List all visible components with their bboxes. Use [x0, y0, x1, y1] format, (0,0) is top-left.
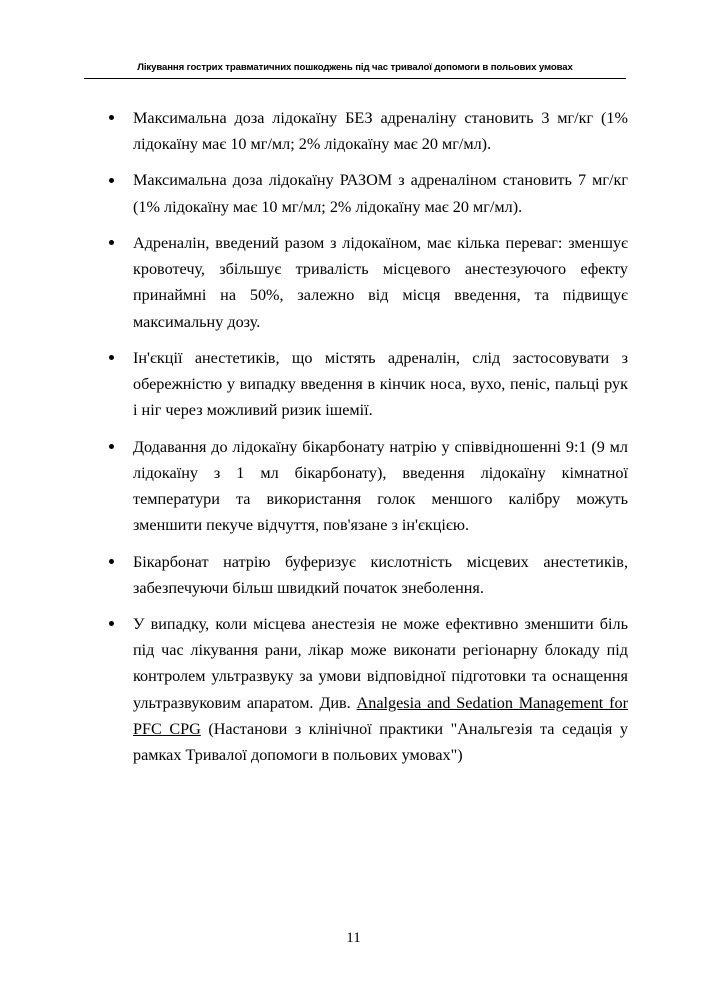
list-item	[96, 345, 628, 424]
list-item-text	[133, 611, 628, 768]
list-item	[96, 230, 628, 335]
page-header: Лікування гострих травматичних пошкоджень під час тривалої допомоги в польових умовах	[137, 62, 573, 73]
bullet-icon	[109, 355, 114, 360]
list-item-text: Максимальна доза лідокаїну БЕЗ адреналіну становить 3 мг/кг (1% лідокаїну має 10 мг/мл; 2% лідокаїну має 20 мг/мл).	[133, 109, 628, 154]
list-item-text: Бікарбонат натрію буферизує кислотність місцевих анестетиків, забезпечуючи більш швидкий початок знеболення.	[133, 552, 628, 597]
list-item-text: Ін'єкції анестетиків, що містять адреналін, слід застосовувати з обережністю у випадку введення в кінчик носа, вухо, пеніс, пальці рук і ніг через можливий ризик ішемії.	[133, 348, 628, 420]
list-item	[96, 549, 628, 601]
page-number: 11	[346, 930, 361, 946]
cpg-reference-link[interactable]: Analgesia and Sedation Management for PFC CPG	[133, 693, 628, 738]
bullet-list	[96, 105, 628, 768]
list-item	[96, 105, 628, 157]
list-item	[96, 434, 628, 539]
bullet-icon	[109, 444, 114, 449]
bullet-icon	[109, 621, 114, 626]
list-item-text-before-link: У випадку, коли місцева анестезія не може ефективно зменшити біль під час лікування рани, лікар може виконати регіонарну блокаду під контролем ультразвуку за умови відповідної підготовки та оснащення ультразвуковим апаратом. Див.	[133, 614, 628, 712]
list-item	[96, 167, 628, 219]
list-item-text: Адреналін, введений разом з лідокаїном, має кілька переваг: зменшує кровотечу, збільшує тривалість місцевого анестезуючого ефекту принаймні на 50%, залежно від місця введення, та підвищує максимальну дозу.	[133, 233, 628, 331]
bullet-icon	[109, 178, 114, 183]
header-divider	[84, 78, 626, 79]
bullet-icon	[109, 240, 114, 245]
list-item-text: Додавання до лідокаїну бікарбонату натрію у співвідношенні 9:1 (9 мл лідокаїну з 1 мл бікарбонату), введення лідокаїну кімнатної температури та використання голок меншого калібру можуть зменшити пекуче відчуття, пов'язане з ін'єкцією.	[133, 437, 628, 535]
bullet-icon	[109, 115, 114, 120]
list-item-text: Максимальна доза лідокаїну РАЗОМ з адреналіном становить 7 мг/кг (1% лідокаїну має 10 мг/мл; 2% лідокаїну має 20 мг/мл).	[133, 171, 628, 216]
bullet-icon	[109, 559, 114, 564]
list-item	[96, 611, 628, 768]
list-item-text-after-link: (Настанови з клінічної практики "Анальгезія та седація у рамках Тривалої допомоги в польових умовах")	[133, 719, 628, 765]
document-body	[96, 105, 628, 778]
